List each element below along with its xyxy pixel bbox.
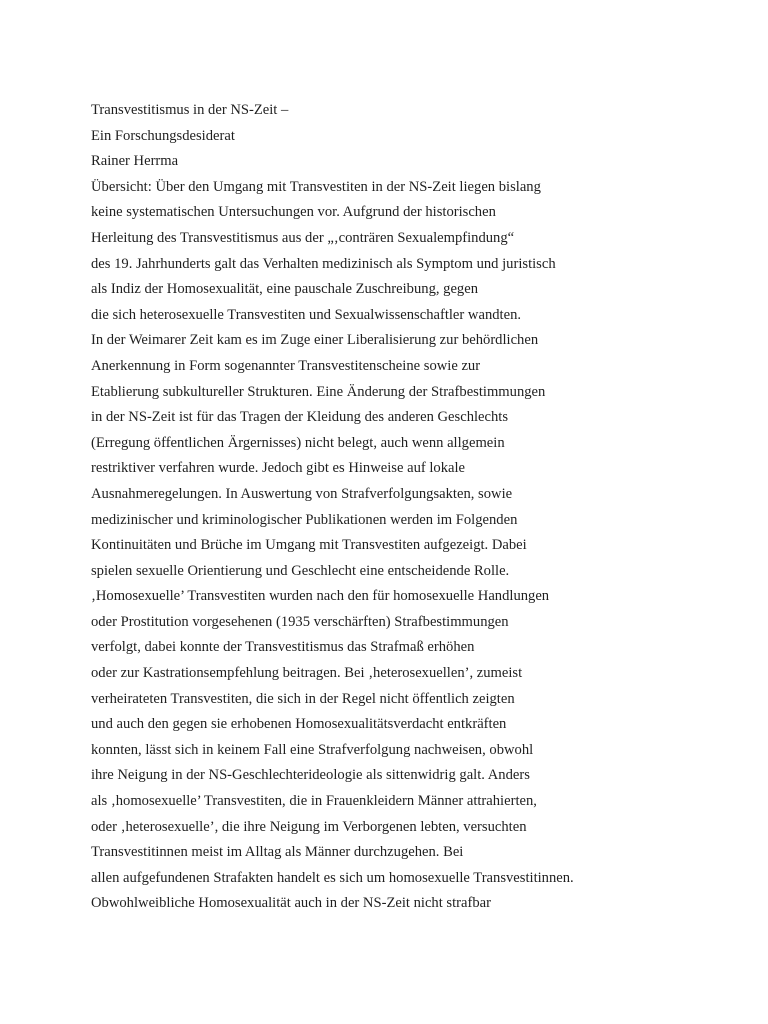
body-text-line: oder ‚heterosexuelle’, die ihre Neigung im Verborgenen lebten, versuchten xyxy=(91,818,527,835)
body-text-line: medizinischer und kriminologischer Publikationen werden im Folgenden xyxy=(91,511,518,528)
title-line-2: Ein Forschungsdesiderat xyxy=(91,127,235,144)
body-text-line: Ausnahmeregelungen. In Auswertung von Strafverfolgungsakten, sowie xyxy=(91,485,513,502)
body-text-line: Anerkennung in Form sogenannter Transvestitenscheine sowie zur xyxy=(91,357,481,374)
body-text-line: Herleitung des Transvestitismus aus der „‚conträren Sexualempfindung“ xyxy=(91,229,515,246)
body-text-line: des 19. Jahrhunderts galt das Verhalten medizinisch als Symptom und juristisch xyxy=(91,255,556,272)
body-text-line: und auch den gegen sie erhobenen Homosexualitätsverdacht entkräften xyxy=(91,716,507,733)
author-name: Rainer Herrma xyxy=(91,153,179,170)
body-text-line: ihre Neigung in der NS-Geschlechterideologie als sittenwidrig galt. Anders xyxy=(91,767,530,784)
body-text-line: restriktiver verfahren wurde. Jedoch gibt es Hinweise auf lokale xyxy=(91,460,466,477)
body-text-line: die sich heterosexuelle Transvestiten und Sexualwissenschaftler wandten. xyxy=(91,306,522,323)
body-text-line: allen aufgefundenen Strafakten handelt es sich um homosexuelle Transvestitinnen. xyxy=(91,869,574,886)
body-text-line: Transvestitinnen meist im Alltag als Männer durchzugehen. Bei xyxy=(91,844,464,861)
body-text-line: in der NS-Zeit ist für das Tragen der Kleidung des anderen Geschlechts xyxy=(91,409,509,426)
body-text-line: keine systematischen Untersuchungen vor. Aufgrund der historischen xyxy=(91,204,496,221)
body-text-line: spielen sexuelle Orientierung und Geschlecht eine entscheidende Rolle. xyxy=(91,562,510,579)
body-text-line: (Erregung öffentlichen Ärgernisses) nicht belegt, auch wenn allgemein xyxy=(91,434,505,451)
body-text-line: verfolgt, dabei konnte der Transvestitismus das Strafmaß erhöhen xyxy=(91,639,475,656)
title-line-1: Transvestitismus in der NS-Zeit – xyxy=(91,102,289,118)
body-text-line: Kontinuitäten und Brüche im Umgang mit Transvestiten aufgezeigt. Dabei xyxy=(91,537,527,554)
document-body xyxy=(91,98,731,917)
body-text-line: Etablierung subkultureller Strukturen. Eine Änderung der Strafbestimmungen xyxy=(91,383,546,400)
body-text-line: verheirateten Transvestiten, die sich in der Regel nicht öffentlich zeigten xyxy=(91,690,515,707)
body-text-line: oder zur Kastrationsempfehlung beitragen. Bei ‚heterosexuellen’, zumeist xyxy=(91,665,523,682)
body-text-line: konnten, lässt sich in keinem Fall eine Strafverfolgung nachweisen, obwohl xyxy=(91,741,534,758)
body-text-line: Übersicht: Über den Umgang mit Transvestiten in der NS-Zeit liegen bislang xyxy=(91,178,541,195)
body-text-line: oder Prostitution vorgesehenen (1935 verschärften) Strafbestimmungen xyxy=(91,613,509,630)
body-text-line: als Indiz der Homosexualität, eine pauschale Zuschreibung, gegen xyxy=(91,281,479,298)
body-text-line: als ‚homosexuelle’ Transvestiten, die in Frauenkleidern Männer attrahierten, xyxy=(91,793,537,810)
body-text-line: ‚Homosexuelle’ Transvestiten wurden nach den für homosexuelle Handlungen xyxy=(91,588,550,605)
body-text-line: Obwohlweibliche Homosexualität auch in der NS-Zeit nicht strafbar xyxy=(91,895,491,912)
body-text-line: In der Weimarer Zeit kam es im Zuge einer Liberalisierung zur behördlichen xyxy=(91,332,539,349)
